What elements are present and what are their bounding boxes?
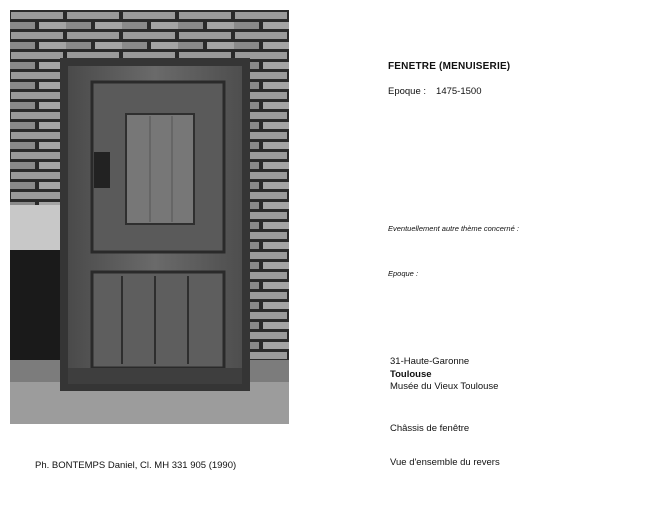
museum-name: Musée du Vieux Toulouse xyxy=(390,381,499,392)
epoque-value: 1475-1500 xyxy=(436,86,482,97)
other-theme-label: Eventuellement autre thème concerné : xyxy=(388,224,519,233)
epoque-label: Epoque : xyxy=(388,86,427,97)
record-title: FENETRE (MENUISERIE) xyxy=(388,61,511,72)
epoque-row xyxy=(388,86,481,97)
secondary-epoque-label: Epoque : xyxy=(388,269,419,278)
object-name: Châssis de fenêtre xyxy=(390,423,470,434)
view-description: Vue d'ensemble du revers xyxy=(390,457,500,468)
department: 31-Haute-Garonne xyxy=(390,356,470,367)
city: Toulouse xyxy=(390,369,432,380)
photograph-window-shutter xyxy=(10,10,289,424)
shutter-photo-illustration xyxy=(10,10,289,424)
photo-credit: Ph. BONTEMPS Daniel, Cl. MH 331 905 (1990) xyxy=(35,460,237,471)
